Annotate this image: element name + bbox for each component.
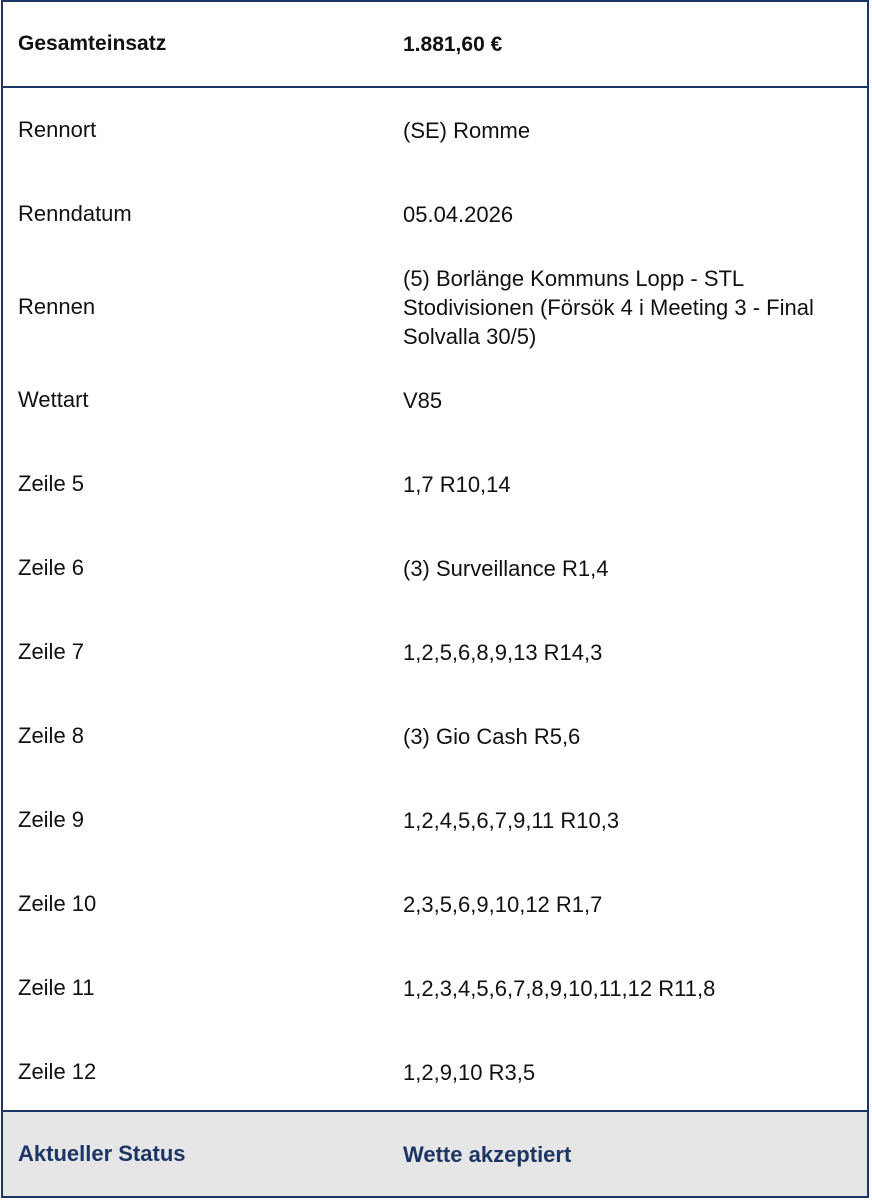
detail-row-rennen: [3, 256, 867, 358]
detail-label: Zeile 6: [18, 555, 85, 580]
total-stake-value: 1.881,60 €: [403, 32, 503, 56]
detail-row-zeile-10: [3, 862, 867, 946]
detail-label: Zeile 5: [18, 471, 85, 496]
detail-row-zeile-7: [3, 610, 867, 694]
detail-row-zeile-12: [3, 1030, 867, 1114]
detail-value: 2,3,5,6,9,10,12 R1,7: [403, 891, 603, 917]
total-stake-row: [3, 2, 867, 88]
detail-label: Renndatum: [18, 201, 132, 226]
detail-label: Zeile 10: [18, 891, 97, 916]
bet-detail-list: [3, 88, 867, 1114]
detail-value: 05.04.2026: [403, 201, 514, 227]
detail-row-rennort: [3, 88, 867, 172]
detail-label: Zeile 9: [18, 807, 85, 832]
detail-value: 1,2,5,6,8,9,13 R14,3: [403, 639, 603, 665]
detail-value: (3) Gio Cash R5,6: [403, 723, 581, 749]
detail-row-wettart: [3, 358, 867, 442]
detail-label: Rennort: [18, 117, 97, 142]
detail-label: Wettart: [18, 387, 89, 412]
detail-row-renndatum: [3, 172, 867, 256]
detail-row-zeile-6: [3, 526, 867, 610]
detail-row-zeile-9: [3, 778, 867, 862]
detail-label: Zeile 11: [18, 975, 95, 1000]
detail-row-zeile-11: [3, 946, 867, 1030]
status-value: Wette akzeptiert: [403, 1141, 572, 1167]
detail-value: 1,7 R10,14: [403, 471, 511, 497]
detail-row-zeile-8: [3, 694, 867, 778]
detail-value: 1,2,4,5,6,7,9,11 R10,3: [403, 807, 620, 833]
detail-label: Zeile 7: [18, 639, 85, 664]
detail-label: Zeile 8: [18, 723, 85, 748]
status-label: Aktueller Status: [18, 1141, 186, 1166]
detail-label: Rennen: [18, 294, 96, 319]
bet-status-row: [3, 1110, 867, 1196]
detail-row-zeile-5: [3, 442, 867, 526]
detail-value: (SE) Romme: [403, 117, 531, 143]
detail-value: 1,2,9,10 R3,5: [403, 1059, 536, 1085]
detail-value: 1,2,3,4,5,6,7,8,9,10,11,12 R11,8: [403, 975, 716, 1001]
detail-value: (5) Borlänge Kommuns Lopp - STL Stodivisionen (Försök 4 i Meeting 3 - Final Solvalla 30/5): [403, 265, 814, 349]
detail-label: Zeile 12: [18, 1059, 97, 1084]
total-stake-label: Gesamteinsatz: [18, 32, 167, 55]
detail-value: (3) Surveillance R1,4: [403, 555, 609, 581]
bet-details-panel: [1, 0, 869, 1198]
detail-value: V85: [403, 387, 443, 413]
